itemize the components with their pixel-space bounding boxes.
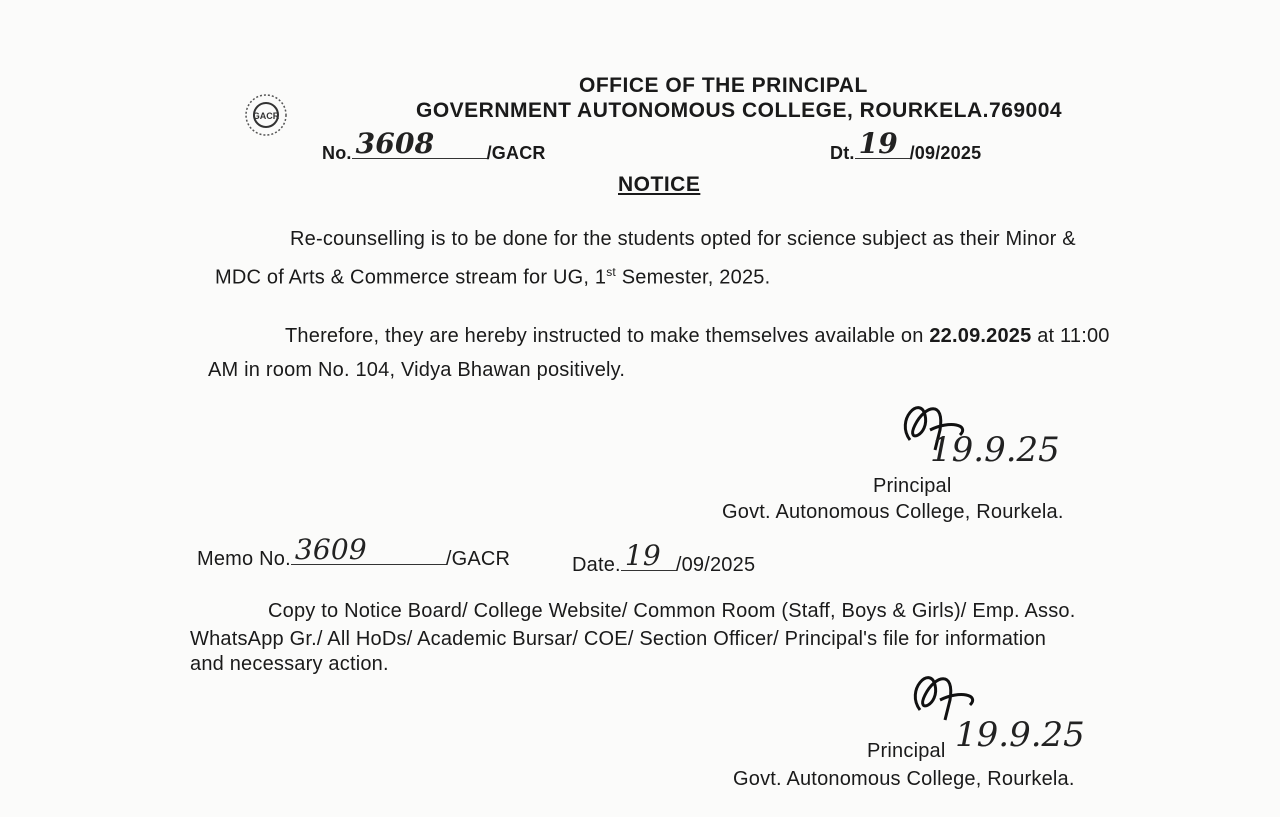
svg-text:GACR: GACR bbox=[252, 111, 280, 121]
signature-1-date: 19.9.25 bbox=[930, 430, 1060, 470]
p1-text: MDC of Arts & Commerce stream for UG, 1 bbox=[215, 266, 607, 289]
reference-number bbox=[322, 127, 546, 164]
memo-label: Memo No. bbox=[197, 548, 291, 570]
memo-date-day-handwritten: 19 bbox=[624, 539, 661, 572]
copy-line-2: WhatsApp Gr./ All HoDs/ Academic Bursar/ COE/ Section Officer/ Principal's file for information bbox=[190, 628, 1047, 650]
memo-number-handwritten: 3609 bbox=[294, 533, 367, 566]
ref-suffix: /GACR bbox=[486, 143, 546, 163]
memo-number bbox=[197, 533, 511, 571]
signature-2-institution: Govt. Autonomous College, Rourkela. bbox=[733, 768, 1075, 790]
p1-sup: st bbox=[606, 265, 616, 279]
paragraph-1-line-1: Re-counselling is to be done for the students opted for science subject as their Minor & bbox=[290, 228, 1076, 250]
signature-1-institution: Govt. Autonomous College, Rourkela. bbox=[722, 501, 1064, 523]
signature-2-designation: Principal bbox=[867, 740, 946, 762]
p2-text: Therefore, they are hereby instructed to make themselves available on bbox=[285, 325, 930, 347]
copy-line-3: and necessary action. bbox=[190, 653, 389, 675]
office-heading: OFFICE OF THE PRINCIPAL bbox=[579, 74, 868, 97]
memo-date-rest: /09/2025 bbox=[675, 554, 756, 576]
signature-1-designation: Principal bbox=[873, 475, 952, 497]
reference-date bbox=[830, 127, 982, 164]
notice-title: NOTICE bbox=[618, 173, 701, 196]
college-seal-icon bbox=[240, 92, 292, 138]
ref-blank bbox=[352, 127, 487, 160]
date-rest: /09/2025 bbox=[909, 143, 982, 163]
memo-date bbox=[572, 539, 756, 577]
date-day-handwritten: 19 bbox=[858, 127, 898, 160]
p1-text-end: Semester, 2025. bbox=[615, 266, 771, 289]
memo-suffix: /GACR bbox=[445, 548, 511, 570]
signature-2-date: 19.9.25 bbox=[955, 715, 1085, 755]
memo-date-blank bbox=[621, 539, 676, 572]
ref-label: No. bbox=[322, 143, 352, 163]
college-heading: GOVERNMENT AUTONOMOUS COLLEGE, ROURKELA.769004 bbox=[416, 99, 1063, 122]
memo-date-label: Date. bbox=[572, 554, 621, 576]
copy-line-1: Copy to Notice Board/ College Website/ Common Room (Staff, Boys & Girls)/ Emp. Asso. bbox=[268, 600, 1076, 622]
counselling-date: 22.09.2025 bbox=[929, 325, 1032, 347]
date-label: Dt. bbox=[830, 143, 855, 163]
memo-blank bbox=[291, 533, 446, 566]
date-blank bbox=[855, 127, 910, 160]
paragraph-1-line-2 bbox=[215, 265, 770, 290]
p2-time: at 11:00 bbox=[1031, 325, 1110, 347]
paragraph-2-line-2: AM in room No. 104, Vidya Bhawan positively. bbox=[208, 359, 626, 381]
paragraph-2-line-1 bbox=[285, 325, 1110, 348]
ref-number-handwritten: 3608 bbox=[355, 127, 435, 160]
